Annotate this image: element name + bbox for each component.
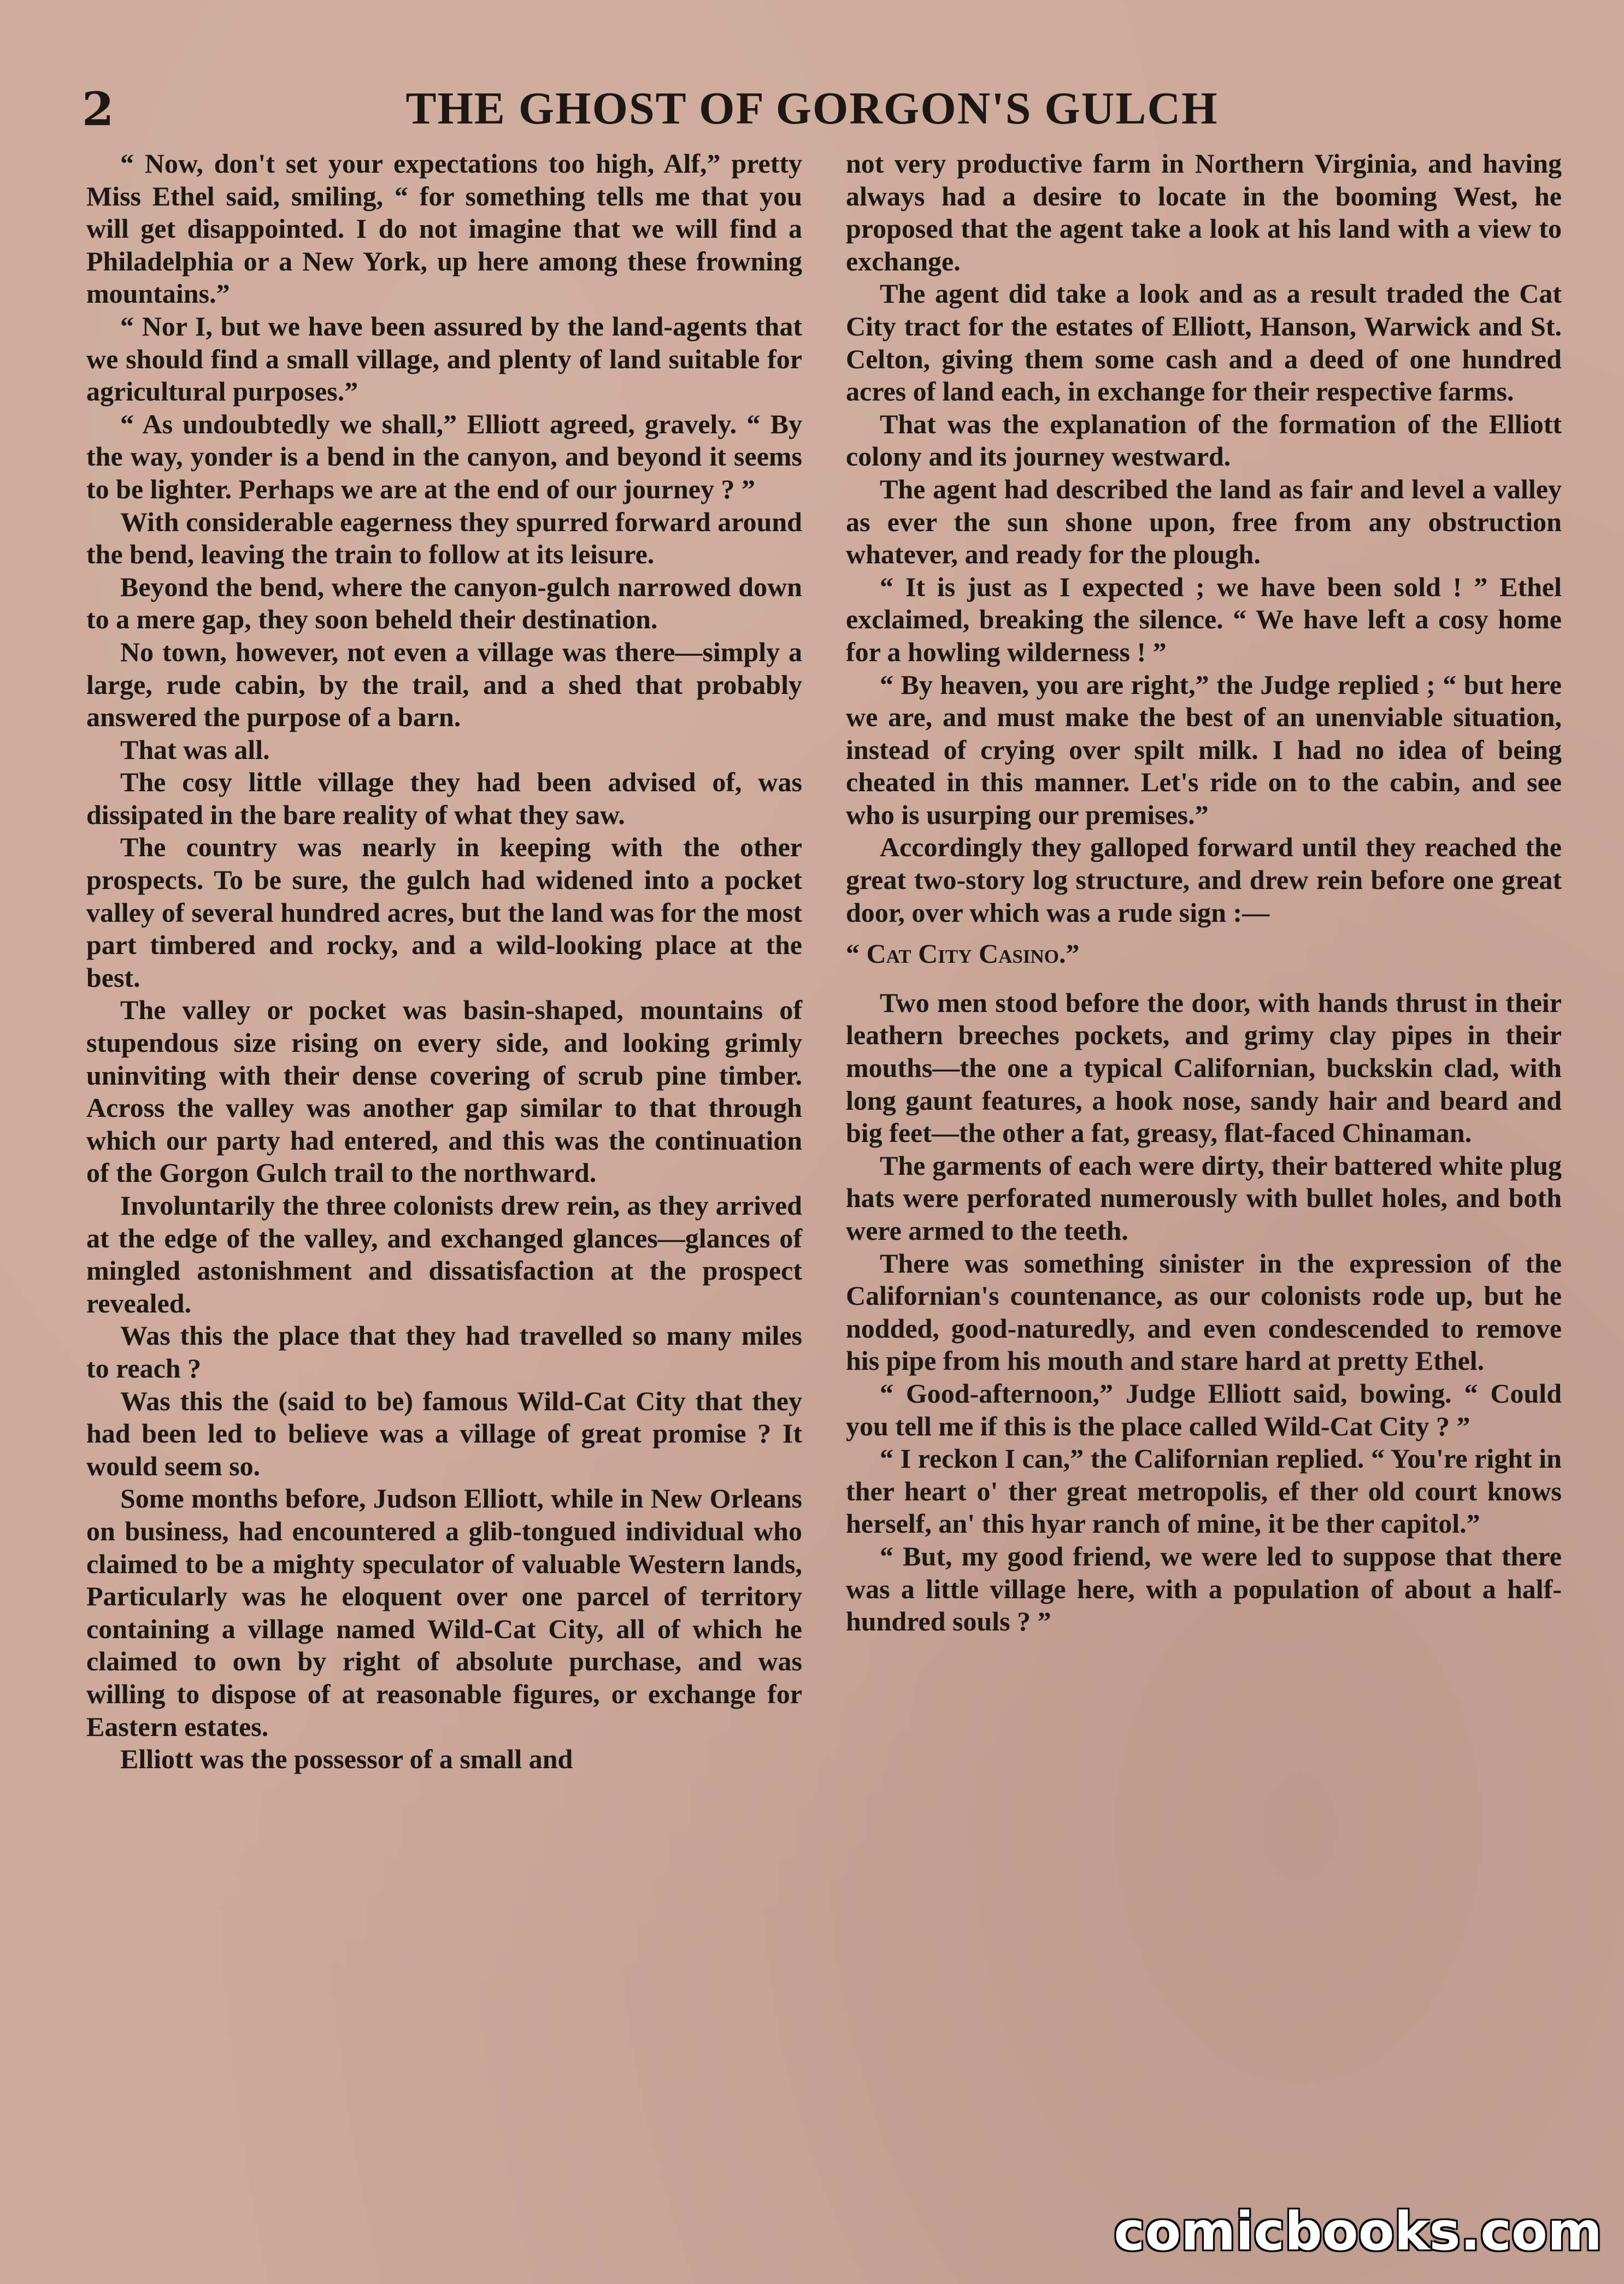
paragraph: With considerable eagerness they spurred forward around the bend, leaving the train to follow at its leisure.: [86, 506, 802, 570]
paragraph: No town, however, not even a village was there—simply a large, rude cabin, by the trail, and a shed that probably answered the purpose of a barn.: [86, 636, 802, 733]
paragraph: “ As undoubtedly we shall,” Elliott agreed, gravely. “ By the way, yonder is a bend in the canyon, and beyond it seems to be lighter. Perhaps we are at the end of our journey ? ”: [86, 408, 802, 504]
paragraph: The valley or pocket was basin-shaped, mountains of stupendous size rising on every side, and looking grimly uninviting with their dense covering of scrub pine timber. Across the valley was another gap similar to that through which our party had entered, and this was the continuation of the Gorgon Gulch trail to the northward.: [86, 994, 802, 1188]
paragraph: Beyond the bend, where the canyon-gulch narrowed down to a mere gap, they soon beheld their destination.: [86, 571, 802, 635]
paragraph: The cosy little village they had been advised of, was dissipated in the bare reality of what they saw.: [86, 767, 802, 830]
paragraph: The agent had described the land as fair and level a valley as ever the sun shone upon, free from any obstruction whatever, and ready for the plough.: [846, 473, 1562, 570]
paragraph: The country was nearly in keeping with the other prospects. To be sure, the gulch had widened into a pocket valley of several hundred acres, but the land was for the most part timbered and rocky, and a wild-looking place at the best.: [86, 832, 802, 993]
watermark: comicbooks.com: [1114, 2201, 1602, 2262]
paragraph: “ By heaven, you are right,” the Judge replied ; “ but here we are, and must make the best of an unenviable situation, instead of crying over spilt milk. I had no idea of being cheated in this manner. Let's ride on to the cabin, and see who is usurping our premises.”: [846, 669, 1562, 830]
paragraph: There was something sinister in the expression of the Californian's countenance, as our colonists rode up, but he nodded, good-naturedly, and even condescended to remove his pipe from his mouth and stare hard at pretty Ethel.: [846, 1247, 1562, 1376]
page-number: 2: [82, 82, 114, 136]
right-column: [846, 148, 1562, 1638]
paragraph: Two men stood before the door, with hands thrust in their leathern breeches pockets, and grimy clay pipes in their mouths—the one a typical Californian, buckskin clad, with long gaunt features, a hook nose, sandy hair and beard and big feet—the other a fat, greasy, flat-faced Chinaman.: [846, 987, 1562, 1149]
paragraph: Was this the (said to be) famous Wild-Cat City that they had been led to believe was a village of great promise ? It would seem so.: [86, 1385, 802, 1481]
paragraph: “ It is just as I expected ; we have been sold ! ” Ethel exclaimed, breaking the silence. “ We have left a cosy home for a howling wilderness ! ”: [846, 571, 1562, 667]
paragraph: The garments of each were dirty, their battered white plug hats were perforated numerously with bullet holes, and both were armed to the teeth.: [846, 1150, 1562, 1246]
page-title: THE GHOST OF GORGON'S GULCH: [405, 83, 1219, 134]
casino-sign: “ Cat City Casino.”: [846, 938, 1080, 969]
paragraph: Involuntarily the three colonists drew rein, as they arrived at the edge of the valley, and exchanged glances—glances of mingled astonishment and dissatisfaction at the prospect revealed.: [86, 1190, 802, 1318]
paragraph: That was the explanation of the formation of the Elliott colony and its journey westward.: [846, 408, 1562, 472]
paragraph: Elliott was the possessor of a small and: [120, 1744, 573, 1775]
paragraph: “ Nor I, but we have been assured by the land-agents that we should find a small village, and plenty of land suitable for agricultural purposes.”: [86, 310, 802, 407]
paragraph: “ I reckon I can,” the Californian replied. “ You're right in ther heart o' ther great metropolis, ef ther old court knows herself, an' this hyar ranch of mine, it be ther capitol.”: [846, 1443, 1562, 1539]
paragraph: Accordingly they galloped forward until they reached the great two-story log structure, and drew rein before one great door, over which was a rude sign :—: [846, 832, 1562, 928]
paragraph: “ Now, don't set your expectations too high, Alf,” pretty Miss Ethel said, smiling, “ for something tells me that you will get disappointed. I do not imagine that we will find a Philadelphia or a New York, up here among these frowning mountains.”: [86, 148, 802, 309]
paragraph: That was all.: [120, 734, 270, 765]
paragraph: Was this the place that they had travelled so many miles to reach ?: [86, 1320, 802, 1384]
page-header: [0, 76, 1624, 148]
paragraph: The agent did take a look and as a result traded the Cat City tract for the estates of Elliott, Hanson, Warwick and St. Celton, giving them some cash and a deed of one hundred acres of land each, in exchange for their respective farms.: [846, 278, 1562, 407]
paragraph: Some months before, Judson Elliott, while in New Orleans on business, had encountered a glib-tongued individual who claimed to be a mighty speculator of valuable Western lands, Particularly was he eloquent over one parcel of territory containing a village named Wild-Cat City, all of which he claimed to own by right of absolute purchase, and was willing to dispose of at reasonable figures, or exchange for Eastern estates.: [86, 1483, 802, 1742]
paragraph: “ But, my good friend, we were led to suppose that there was a little village here, with a population of about a half-hundred souls ? ”: [846, 1540, 1562, 1637]
paragraph: “ Good-afternoon,” Judge Elliott said, bowing. “ Could you tell me if this is the place called Wild-Cat City ? ”: [846, 1378, 1562, 1441]
paragraph-continuation: not very productive farm in Northern Virginia, and having always had a desire to locate in the booming West, he proposed that the agent take a look at his land with a view to exchange.: [846, 148, 1562, 276]
left-column: [86, 148, 802, 1776]
